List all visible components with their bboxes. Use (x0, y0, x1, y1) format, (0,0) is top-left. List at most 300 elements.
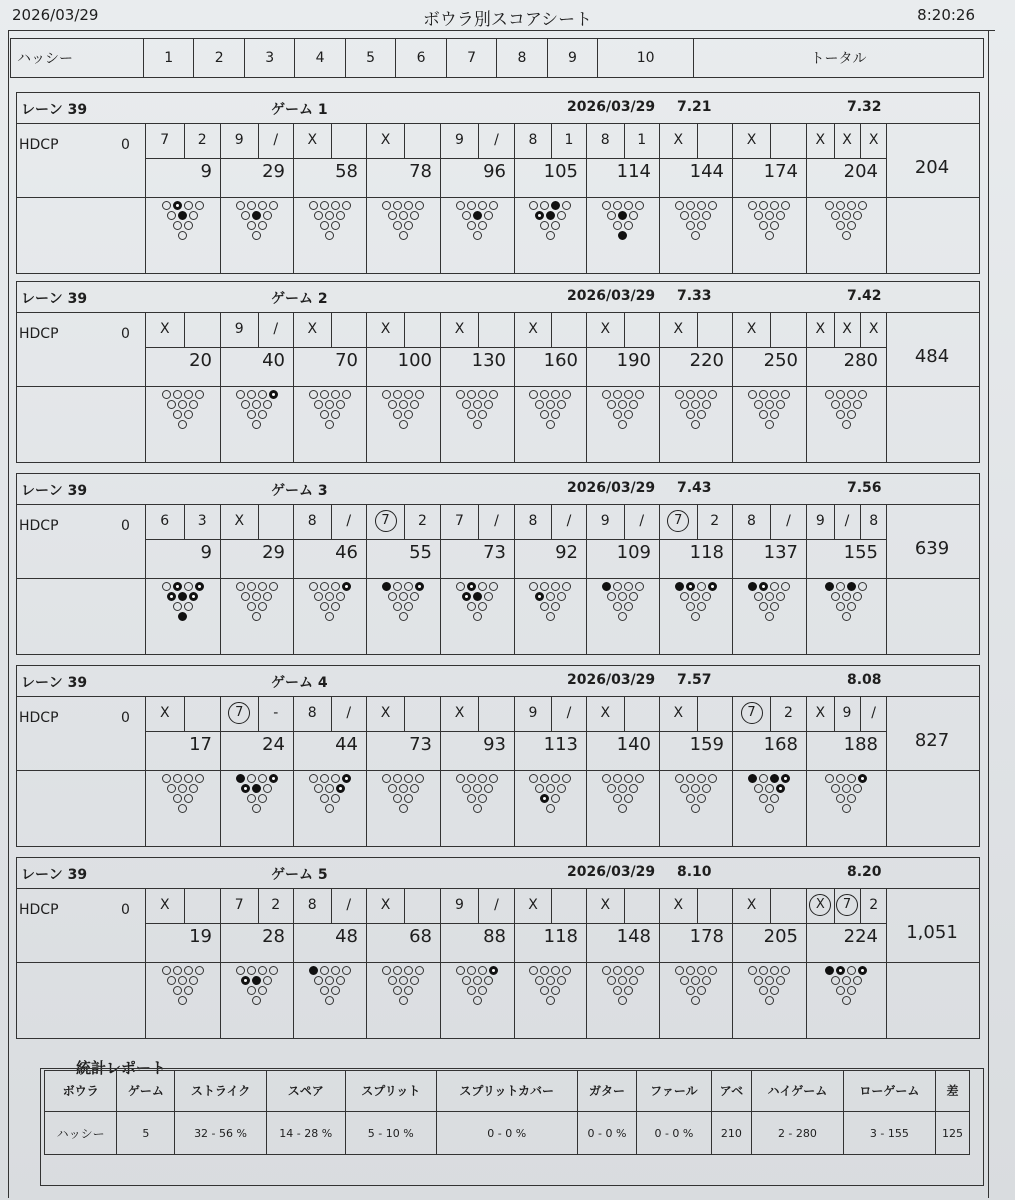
game-start-time: 7.33 (677, 288, 712, 304)
pin-6 (410, 976, 419, 985)
stats-value: 0 - 0 % (436, 1112, 577, 1155)
stats-table (44, 1070, 970, 1155)
frame-cell (732, 696, 806, 846)
pin-3 (184, 602, 193, 611)
roll-mark: / (273, 321, 279, 337)
roll-mark (184, 888, 222, 924)
pin-6 (629, 592, 638, 601)
hdcp-value: 0 (121, 902, 130, 918)
game-title: ゲーム 2 (271, 291, 328, 307)
pin-6 (484, 976, 493, 985)
pin-9 (258, 774, 267, 783)
pin-2 (836, 410, 845, 419)
pin-6 (189, 400, 198, 409)
roll-mark: / (494, 513, 499, 529)
frame-cell (806, 696, 886, 846)
pin-10 (708, 390, 717, 399)
roll-mark (221, 696, 258, 732)
pin-3 (624, 986, 633, 995)
pin-2 (467, 221, 476, 230)
pin-4 (754, 976, 763, 985)
pin-6 (557, 976, 566, 985)
roll-mark: 8 (307, 897, 317, 913)
pin-5 (691, 976, 700, 985)
pin-6 (853, 784, 862, 793)
pin-4 (314, 400, 323, 409)
pin-3 (847, 986, 856, 995)
roll-mark: X (380, 897, 391, 913)
pin-6 (336, 211, 345, 220)
pin-3 (404, 986, 413, 995)
pin-5 (178, 784, 187, 793)
cumulative-score: 92 (555, 542, 578, 563)
pin-5 (546, 400, 555, 409)
roll-mark: 6 (160, 513, 170, 529)
pin-7 (748, 774, 757, 783)
roll-mark: X (528, 897, 538, 913)
pin-3 (258, 221, 267, 230)
pin-8 (686, 966, 695, 975)
pin-1 (178, 231, 187, 240)
pin-5 (473, 784, 482, 793)
game-start-time: 7.43 (677, 480, 712, 496)
game-total: 484 (886, 312, 977, 386)
pin-4 (754, 784, 763, 793)
cumulative-score: 159 (689, 734, 724, 755)
pin-8 (686, 774, 695, 783)
pin-4 (831, 400, 840, 409)
roll-mark: 2 (197, 132, 207, 148)
pin-3 (404, 794, 413, 803)
pin-10 (858, 582, 867, 591)
game-end-time: 7.32 (847, 99, 882, 115)
pin-7 (675, 774, 684, 783)
pin-8 (759, 390, 768, 399)
stats-value: 0 - 0 % (637, 1112, 711, 1155)
pin-8 (613, 201, 622, 210)
roll-mark: / (273, 132, 279, 148)
pin-8 (540, 201, 549, 210)
pin-10 (562, 966, 571, 975)
pin-7 (162, 966, 171, 975)
pin-7 (529, 201, 538, 210)
game-block (16, 473, 980, 655)
roll-mark: X (528, 321, 538, 337)
frame-cell (659, 888, 732, 1038)
roll-mark: 2 (418, 513, 427, 529)
pin-5 (178, 400, 187, 409)
stats-header: ハイゲーム (752, 1071, 844, 1112)
pin-3 (847, 794, 856, 803)
pin-3 (847, 602, 856, 611)
frame-cell (586, 696, 659, 846)
roll-mark: X (380, 321, 391, 337)
game-start-time: 8.10 (677, 864, 712, 880)
pin-1 (618, 996, 627, 1005)
pin-2 (613, 410, 622, 419)
frame-cell (514, 696, 586, 846)
frame-cell (732, 504, 806, 654)
pin-8 (759, 201, 768, 210)
cumulative-score: 118 (689, 542, 724, 563)
pin-3 (258, 602, 267, 611)
pin-4 (535, 976, 544, 985)
pin-5 (325, 211, 334, 220)
pin-7 (602, 966, 611, 975)
pin-5 (618, 784, 627, 793)
pin-6 (263, 211, 272, 220)
split-marker: 7 (228, 702, 250, 724)
pin-10 (635, 390, 644, 399)
hdcp-label: HDCP (19, 518, 59, 534)
pin-3 (331, 986, 340, 995)
pin-1 (842, 612, 851, 621)
pin-4 (535, 211, 544, 220)
pin-10 (195, 966, 204, 975)
pin-1 (325, 231, 334, 240)
pin-4 (607, 211, 616, 220)
pin-7 (529, 390, 538, 399)
roll-mark: X (454, 321, 465, 337)
pin-3 (331, 410, 340, 419)
pin-6 (189, 784, 198, 793)
lane-label: レーン 39 (21, 483, 88, 499)
pin-8 (247, 390, 256, 399)
pin-8 (759, 774, 768, 783)
pin-10 (269, 582, 278, 591)
frame-number: 4 (295, 39, 345, 78)
total-pin-area (886, 962, 977, 1038)
frame-cell (366, 696, 440, 846)
pin-9 (478, 774, 487, 783)
pin-1 (618, 231, 627, 240)
pin-5 (325, 784, 334, 793)
cumulative-score: 168 (763, 734, 798, 755)
pin-6 (776, 211, 785, 220)
pin-7 (456, 390, 465, 399)
sheet-title: ボウラ別スコアシート (422, 10, 593, 30)
split-marker: 7 (375, 510, 397, 532)
roll-mark (404, 123, 441, 159)
frame-number: 3 (244, 39, 294, 78)
pin-3 (697, 602, 706, 611)
pin-10 (269, 774, 278, 783)
pin-9 (847, 390, 856, 399)
pin-3 (697, 221, 706, 230)
pin-4 (831, 976, 840, 985)
cumulative-score: 118 (543, 926, 578, 947)
pin-1 (618, 612, 627, 621)
roll-mark (404, 888, 441, 924)
pin-8 (393, 201, 402, 210)
pin-7 (602, 201, 611, 210)
frame-cell (220, 312, 293, 462)
pin-8 (393, 390, 402, 399)
pin-9 (847, 966, 856, 975)
lane-label: レーン 39 (21, 102, 88, 118)
cumulative-score: 19 (189, 926, 212, 947)
pin-9 (847, 582, 856, 591)
roll-mark (733, 696, 770, 732)
pin-6 (336, 784, 345, 793)
pin-5 (178, 211, 187, 220)
game-date: 2026/03/29 (567, 480, 656, 496)
frame-cell (514, 312, 586, 462)
pin-9 (551, 774, 560, 783)
pin-10 (858, 774, 867, 783)
cumulative-score: 29 (262, 542, 285, 563)
pin-3 (624, 221, 633, 230)
pin-1 (178, 420, 187, 429)
pin-2 (613, 794, 622, 803)
pin-9 (697, 966, 706, 975)
pin-5 (178, 976, 187, 985)
pin-9 (624, 582, 633, 591)
frame-cell (220, 696, 293, 846)
pin-10 (781, 774, 790, 783)
stats-value: 210 (711, 1112, 751, 1155)
pin-8 (173, 390, 182, 399)
pin-1 (842, 804, 851, 813)
frame-cell (145, 123, 220, 273)
pin-6 (776, 784, 785, 793)
pin-2 (686, 794, 695, 803)
roll-mark: 8 (869, 513, 879, 529)
pin-6 (702, 592, 711, 601)
pin-8 (836, 582, 845, 591)
pin-8 (173, 201, 182, 210)
frame-cell (514, 123, 586, 273)
pin-8 (247, 201, 256, 210)
pin-6 (410, 592, 419, 601)
cumulative-score: 68 (409, 926, 432, 947)
roll-mark (478, 312, 515, 348)
pin-7 (162, 582, 171, 591)
pin-4 (241, 784, 250, 793)
cumulative-score: 55 (409, 542, 432, 563)
pin-10 (489, 390, 498, 399)
pin-3 (258, 794, 267, 803)
roll-mark: X (454, 705, 465, 721)
pin-6 (484, 400, 493, 409)
frame-number: 7 (446, 39, 496, 78)
pin-4 (680, 784, 689, 793)
pin-2 (320, 602, 329, 611)
pin-9 (184, 582, 193, 591)
roll-mark: 9 (600, 513, 610, 529)
pin-1 (399, 612, 408, 621)
pin-6 (484, 211, 493, 220)
pin-9 (697, 201, 706, 210)
pin-7 (825, 774, 834, 783)
pin-3 (697, 410, 706, 419)
roll-mark: X (673, 321, 684, 337)
split-marker: 7 (667, 510, 689, 532)
game-total: 827 (886, 696, 977, 770)
roll-mark: 2 (784, 705, 793, 721)
game-title: ゲーム 3 (271, 483, 328, 499)
pin-5 (252, 976, 261, 985)
roll-mark (551, 312, 587, 348)
pin-9 (184, 390, 193, 399)
total-pin-area (886, 770, 977, 846)
pin-6 (410, 784, 419, 793)
pin-2 (836, 986, 845, 995)
frame-cell (220, 123, 293, 273)
header-divider (8, 30, 995, 31)
frame-cell (293, 504, 366, 654)
pin-2 (467, 986, 476, 995)
roll-mark (184, 312, 222, 348)
pin-10 (342, 966, 351, 975)
pin-1 (765, 420, 774, 429)
stats-value: 5 (117, 1112, 175, 1155)
pin-4 (680, 592, 689, 601)
pin-5 (546, 976, 555, 985)
roll-mark: X (746, 321, 757, 337)
pin-7 (456, 582, 465, 591)
pin-5 (618, 400, 627, 409)
pin-10 (781, 966, 790, 975)
roll-mark (624, 312, 661, 348)
roll-mark: / (844, 513, 850, 529)
game-date: 2026/03/29 (567, 288, 656, 304)
pin-9 (478, 390, 487, 399)
pin-2 (247, 986, 256, 995)
pin-5 (252, 400, 261, 409)
pin-5 (765, 784, 774, 793)
pin-6 (629, 976, 638, 985)
roll-mark: / (566, 513, 572, 529)
pin-8 (540, 966, 549, 975)
roll-mark: / (346, 897, 352, 913)
pin-9 (847, 201, 856, 210)
pin-9 (478, 582, 487, 591)
pin-8 (759, 966, 768, 975)
stats-header: ガター (577, 1071, 636, 1112)
pin-1 (842, 420, 851, 429)
pin-9 (258, 201, 267, 210)
pin-2 (540, 410, 549, 419)
roll-mark (660, 504, 697, 540)
pin-6 (557, 784, 566, 793)
pin-9 (404, 582, 413, 591)
pin-6 (336, 400, 345, 409)
pin-9 (624, 966, 633, 975)
frame-cell (366, 888, 440, 1038)
pin-10 (489, 966, 498, 975)
pin-8 (173, 774, 182, 783)
pin-5 (691, 400, 700, 409)
pin-1 (325, 804, 334, 813)
pin-2 (320, 410, 329, 419)
pin-2 (836, 602, 845, 611)
pin-4 (462, 592, 471, 601)
pin-7 (748, 966, 757, 975)
pin-3 (404, 221, 413, 230)
pin-8 (836, 966, 845, 975)
pin-1 (842, 231, 851, 240)
pin-7 (748, 201, 757, 210)
pin-3 (258, 410, 267, 419)
pin-5 (252, 784, 261, 793)
pin-7 (382, 966, 391, 975)
pin-6 (776, 592, 785, 601)
pin-4 (241, 976, 250, 985)
pin-7 (602, 774, 611, 783)
pin-5 (691, 592, 700, 601)
pin-3 (404, 410, 413, 419)
pin-5 (399, 592, 408, 601)
pin-7 (236, 201, 245, 210)
pin-7 (309, 201, 318, 210)
pin-3 (624, 794, 633, 803)
roll-mark: X (815, 321, 826, 337)
pin-4 (607, 976, 616, 985)
pin-8 (393, 966, 402, 975)
pin-4 (167, 211, 176, 220)
pin-7 (236, 582, 245, 591)
pin-9 (404, 966, 413, 975)
pin-5 (473, 592, 482, 601)
pin-8 (320, 390, 329, 399)
pin-8 (613, 966, 622, 975)
roll-mark: X (673, 132, 684, 148)
pin-6 (263, 784, 272, 793)
cumulative-score: 78 (409, 161, 432, 182)
pin-7 (529, 774, 538, 783)
frame-cell (806, 123, 886, 273)
pin-2 (247, 221, 256, 230)
roll-mark: 7 (455, 513, 464, 529)
pin-1 (691, 804, 700, 813)
pin-10 (708, 582, 717, 591)
roll-mark (184, 696, 222, 732)
pin-2 (759, 221, 768, 230)
pin-4 (241, 592, 250, 601)
pin-1 (178, 996, 187, 1005)
pin-7 (236, 774, 245, 783)
pin-5 (765, 976, 774, 985)
bowler-name: ハッシー (11, 39, 144, 78)
pin-4 (535, 784, 544, 793)
roll-mark: X (868, 321, 879, 337)
roll-mark: 2 (271, 897, 281, 913)
pin-5 (399, 211, 408, 220)
roll-mark: X (600, 705, 611, 721)
roll-mark: 9 (234, 321, 244, 337)
stats-header: ファール (637, 1071, 711, 1112)
lane-label: レーン 39 (21, 291, 88, 307)
pin-3 (478, 602, 487, 611)
frame-cell (732, 888, 806, 1038)
pin-6 (853, 211, 862, 220)
pin-8 (393, 582, 402, 591)
pin-10 (489, 774, 498, 783)
pin-1 (473, 420, 482, 429)
pin-1 (691, 996, 700, 1005)
roll-mark: X (380, 132, 391, 148)
roll-mark: 7 (234, 897, 244, 913)
pin-3 (478, 794, 487, 803)
cumulative-score: 24 (262, 734, 285, 755)
pin-8 (320, 582, 329, 591)
pin-4 (680, 400, 689, 409)
roll-mark: X (746, 132, 757, 148)
roll-mark: 9 (234, 132, 244, 148)
frame-cell (440, 888, 514, 1038)
pin-8 (613, 582, 622, 591)
